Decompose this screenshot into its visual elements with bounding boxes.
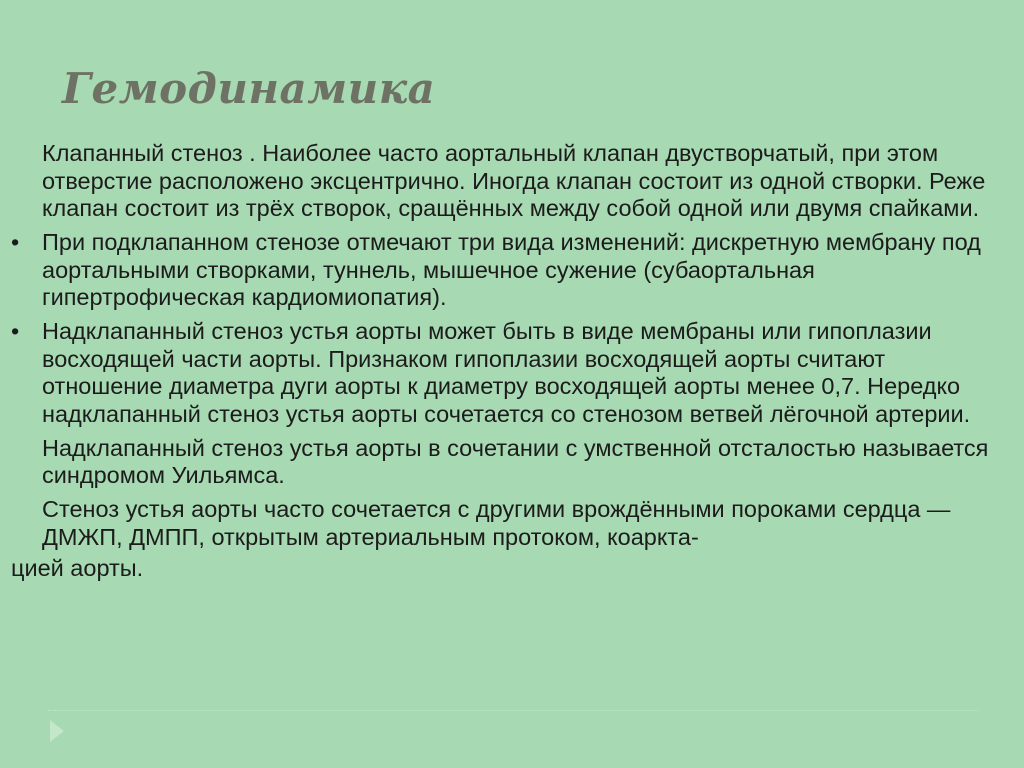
paragraph-text: При подклапанном стенозе отмечают три вида изменений: дискретную мембрану под аортальными створками, туннель, мышечное сужение (субаортальная гипертрофическая кардиомиопатия).: [42, 229, 981, 310]
slide-title: Гемодинамика: [62, 64, 436, 113]
paragraph-text: Клапанный стеноз . Наиболее часто аортальный клапан двустворчатый, при этом отверстие расположено эксцентрично. Иногда клапан состоит из одной створки. Реже клапан состоит из трёх створок, сращённых между собой одной или двумя спайками.: [42, 140, 986, 221]
paragraph-valvular-stenosis: [11, 140, 1001, 223]
paragraph-text: Стеноз устья аорты часто сочетается с другими врождёнными пороками сердца — ДМЖП, ДМПП, открытым артериальным протоком, коаркта-: [42, 496, 951, 550]
paragraph-text: Надклапанный стеноз устья аорты может быть в виде мембраны или гипоплазии восходящей части аорты. Признаком гипоплазии восходящей аорты считают отношение диаметра дуги аорты к диаметру восходящей аорты менее 0,7. Нередко надклапанный стеноз устья аорты сочетается со стенозом ветвей лёгочной артерии.: [42, 318, 971, 427]
paragraph-williams-syndrome: [11, 435, 1001, 490]
bullet-marker: •: [11, 229, 20, 255]
paragraph-supravalvular-stenosis: [11, 318, 1001, 428]
play-arrow-icon[interactable]: [50, 720, 64, 742]
paragraph-subvalvular-stenosis: [11, 229, 1001, 312]
footer-divider: [48, 710, 978, 711]
bullet-marker: •: [11, 318, 20, 344]
paragraph-associated-defects: [11, 496, 1001, 551]
paragraph-text: Надклапанный стеноз устья аорты в сочетании с умственной отсталостью называется синдромом Уильямса.: [42, 434, 989, 488]
paragraph-continuation: цией аорты.: [11, 555, 144, 581]
slide-body: [11, 140, 1001, 583]
